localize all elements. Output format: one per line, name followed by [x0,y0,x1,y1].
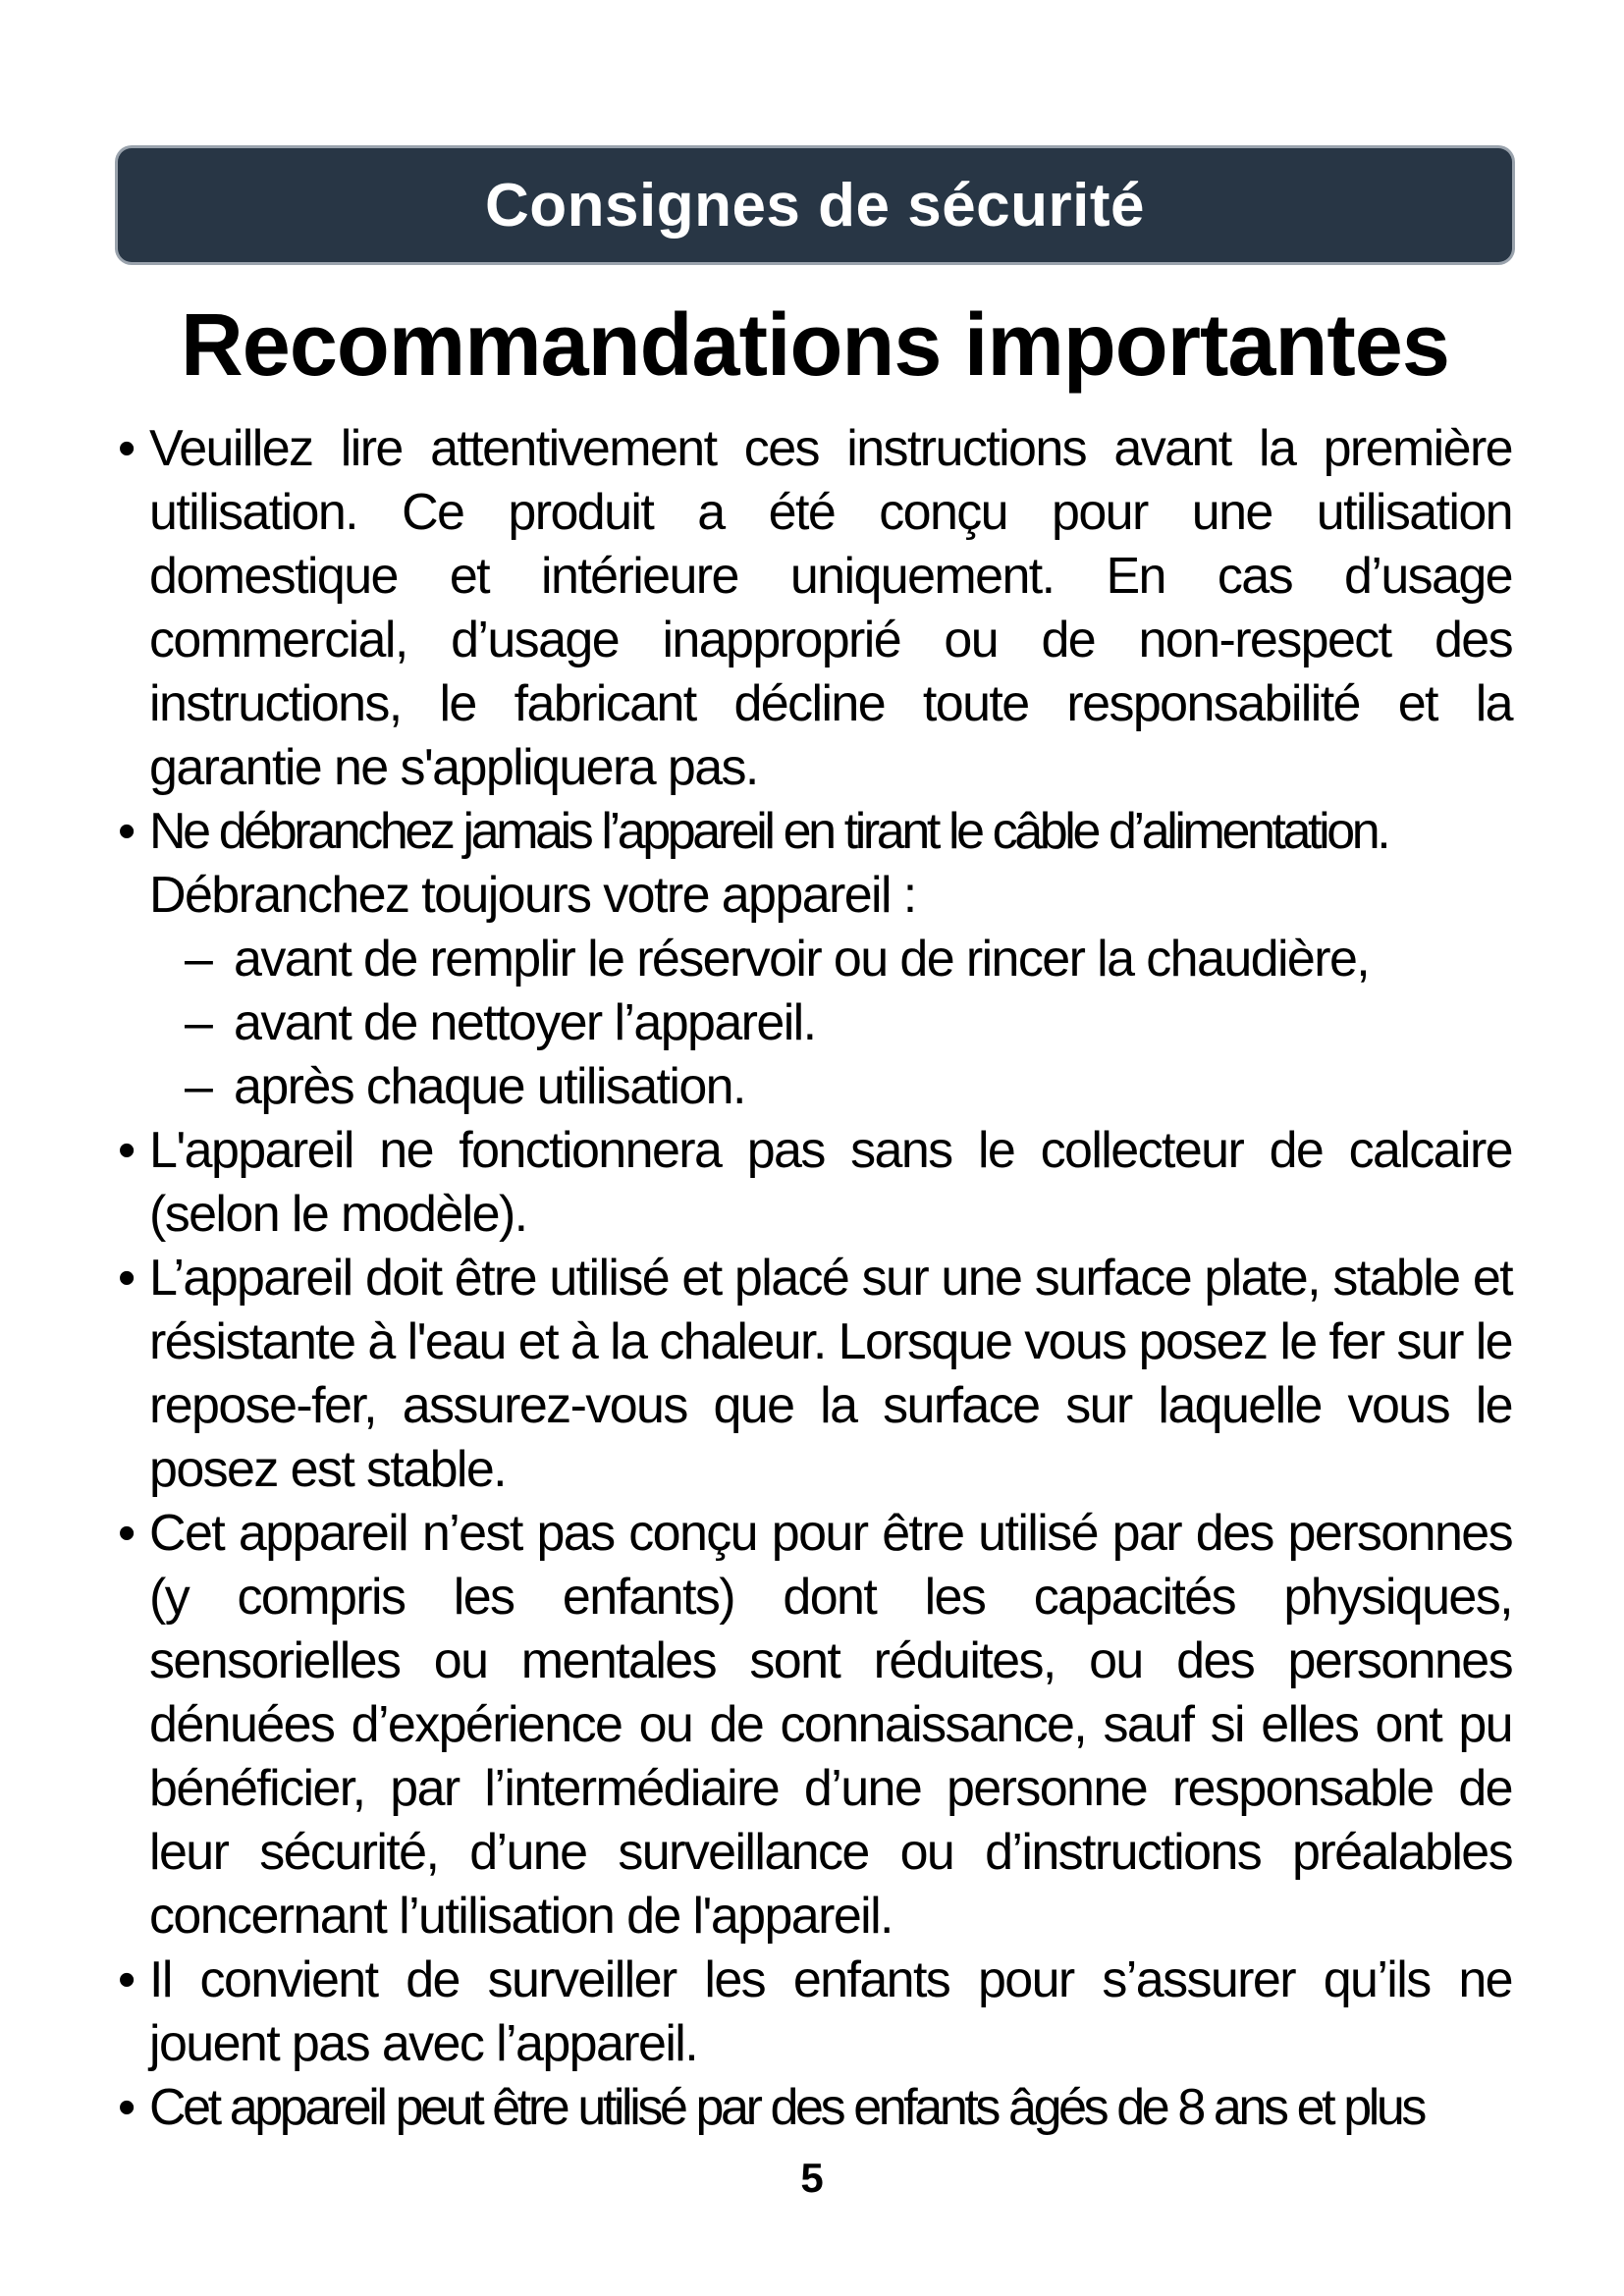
item-text: Cet appareil n’est pas conçu pour être utilisé par des personnes (y compris les enfants) dont les capacités physiques, sensorielles ou mentales sont réduites, ou des personnes dénuées d’expérience ou de connaissance, sauf si elles ont pu bénéficier, par l’intermédiaire d’une personne responsable de leur sécurité, d’une surveillance ou d’instructions préalables concernant l’utilisation de l'appareil. [149,1505,1512,1945]
sub-item-text: avant de nettoyer l’appareil. [234,994,816,1051]
sub-item-text: avant de remplir le réservoir ou de rincer la chaudière, [234,931,1370,988]
bullet: • [118,803,133,860]
bullet: • [118,1505,135,1562]
bullet: • [118,1250,135,1307]
bullet: • [118,2079,133,2136]
item-text: L'appareil ne fonctionnera pas sans le collecteur de calcaire (selon le modèle). [149,1122,1512,1243]
safety-instructions [118,417,1512,2140]
sub-item-text: après chaque utilisation. [234,1058,745,1115]
list-item-supervise-children [118,1949,1512,2076]
item-text: L’appareil doit être utilisé et placé sur une surface plate, stable et résistante à l'eau et à la chaleur. Lorsque vous posez le fer sur le repose-fer, assurez-vous que la surface sur laquelle vous le posez est stable. [149,1250,1512,1498]
item-text: Veuillez lire attentivement ces instructions avant la première utilisation. Ce produit a été conçu pour une utilisation domestique et intérieure uniquement. En cas d’usage commercial, d’usage inapproprié ou de non-respect des instructions, le fabricant décline toute responsabilité et la garantie ne s'appliquera pas. [149,420,1512,796]
list-item-reduced-capacities [118,1502,1512,1949]
list-item-flat-surface [118,1247,1512,1502]
bullet: • [118,420,135,477]
page-title: Recommandations importantes [181,296,1449,395]
list-item-unplug [118,800,1512,864]
sub-item-clean [118,991,1512,1055]
list-item-unplug-intro [118,864,1512,928]
sub-item-fill-tank [118,928,1512,991]
item-text: Débranchez toujours votre appareil : [149,867,916,924]
section-title: Consignes de sécurité [484,171,1146,240]
dash: – [185,931,212,988]
sub-item-after-use [118,1055,1512,1119]
item-text: Cet appareil peut être utilisé par des enfants âgés de 8 ans et plus [149,2079,1425,2136]
bullet: • [118,1951,135,2008]
list-item-children-age [118,2076,1512,2140]
page-number: 5 [800,2155,824,2201]
item-text: Il convient de surveiller les enfants pour s’assurer qu’ils ne jouent pas avec l’appareil. [149,1951,1512,2072]
section-banner [118,148,1512,262]
item-text: Ne débranchez jamais l’appareil en tirant le câble d’alimentation. [149,803,1388,860]
list-item-read-instructions [118,417,1512,800]
dash: – [185,994,212,1051]
bullet: • [118,1122,135,1179]
dash: – [185,1058,212,1115]
list-item-scale-collector [118,1119,1512,1247]
